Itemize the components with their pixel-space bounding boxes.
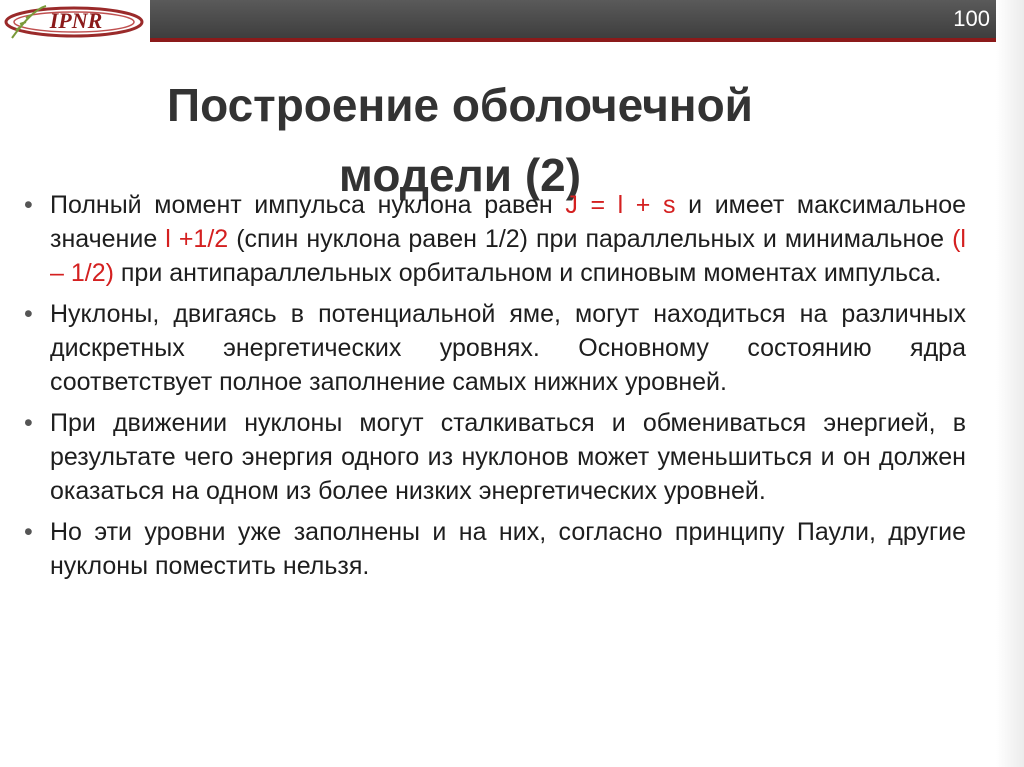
header-accent-stripe: [150, 38, 996, 42]
bullet-list: [20, 188, 966, 590]
bullet-item: [20, 406, 966, 508]
bullet-marker: •: [24, 518, 33, 546]
bullet-marker: •: [24, 300, 33, 328]
bullet-text: При движении нуклоны могут сталкиваться и обмениваться энергией, в результате чего энергия одного из нуклонов может уменьшиться и он должен оказаться на одном из более низких энергетических уровней.: [50, 409, 966, 505]
bullet-text: Полный момент импульса нуклона равен: [50, 191, 566, 219]
bullet-item: [20, 188, 966, 290]
slide-edge-shadow: [996, 0, 1024, 767]
ipnr-logo: [2, 0, 146, 44]
svg-text:IPNR: IPNR: [49, 8, 103, 33]
bullet-marker: •: [24, 191, 33, 219]
title-line-1: Построение оболочечной: [167, 79, 753, 131]
bullet-marker: •: [24, 409, 33, 437]
bullet-text: Нуклоны, двигаясь в потенциальной яме, могут находиться на различных дискретных энергетических уровнях. Основному состоянию ядра соответствует полное заполнение самых нижних уровней.: [50, 300, 966, 396]
bullet-text: Но эти уровни уже заполнены и на них, согласно принципу Паули, другие нуклоны поместить нельзя.: [50, 518, 966, 580]
bullet-text: при антипараллельных орбитальном и спиновым моментах импульса.: [113, 259, 942, 287]
bullet-text: (спин нуклона равен 1/2) при параллельных и минимальное: [228, 225, 953, 253]
slide-number: 100: [953, 6, 990, 31]
bullet-item: [20, 515, 966, 583]
formula-total-momentum: J = l + s: [565, 191, 676, 219]
header-bar: [150, 0, 996, 38]
formula-max-value: l +1/2: [165, 225, 229, 253]
bullet-item: [20, 297, 966, 399]
formula-min-value: (l – 1/2): [50, 225, 966, 287]
title-line-2: модели (2): [338, 149, 582, 201]
bullet-text: и имеет максимальное значение: [50, 191, 966, 253]
